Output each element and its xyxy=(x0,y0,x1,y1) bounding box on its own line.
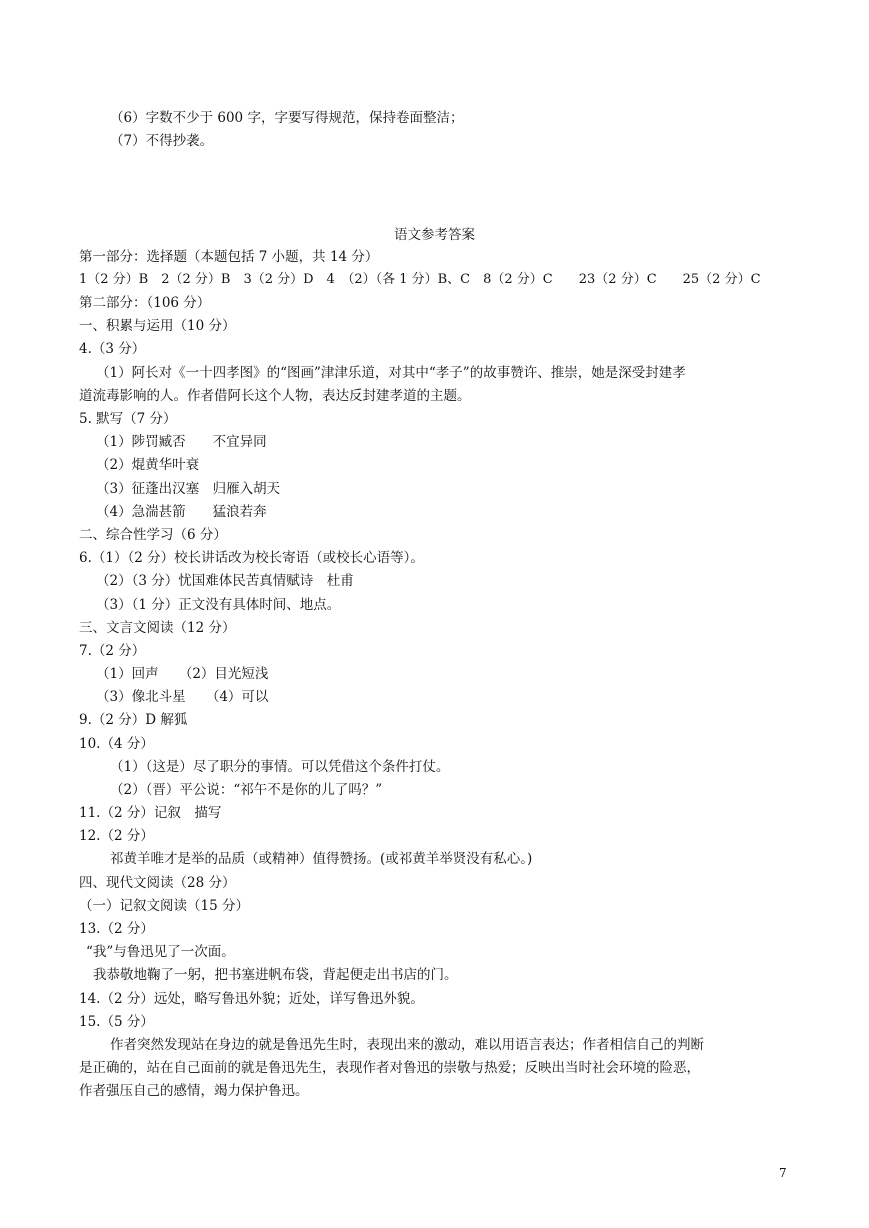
page-number: 7 xyxy=(779,1166,787,1180)
q4-answer-line1: （1）阿长对《一十四孝图》的“图画”津津乐道，对其中“孝子”的故事赞许、推崇，她是深受封建孝 xyxy=(96,365,686,381)
q5-answer-3: （3）征蓬出汉塞 归雁入胡天 xyxy=(96,481,281,497)
q9-answer: 9.（2 分）D 解狐 xyxy=(79,712,188,728)
q5-heading: 5. 默写（7 分） xyxy=(79,411,177,427)
q15-answer-line2: 是正确的，站在自己面前的就是鲁迅先生，表现作者对鲁迅的崇敬与热爱；反映出当时社会环境的险恶， xyxy=(79,1060,700,1076)
part1-answers: 1（2 分）B 2（2 分）B 3（2 分）D 4 （2）（各 1 分）B、C 8（2 分）C 23（2 分）C 25（2 分）C xyxy=(79,272,761,287)
q10-heading: 10.（4 分） xyxy=(79,736,154,752)
q12-heading: 12.（2 分） xyxy=(79,828,154,844)
q5-answer-1: （1）陟罚臧否 不宜异同 xyxy=(96,434,267,450)
q7-answer-1: （1）回声 （2）目光短浅 xyxy=(96,666,269,682)
section2-heading: 二、综合性学习（6 分） xyxy=(79,527,227,543)
q6-answer-3: （3）（1 分）正文没有具体时间、地点。 xyxy=(96,597,341,613)
q14-answer: 14.（2 分）远处，略写鲁迅外貌；近处，详写鲁迅外貌。 xyxy=(79,991,424,1007)
q12-answer: 祁黄羊唯才是举的品质（或精神）值得赞扬。(或祁黄羊举贤没有私心。) xyxy=(110,851,533,867)
q7-heading: 7.（2 分） xyxy=(79,643,146,659)
q15-answer-line3: 作者强压自己的感情，竭力保护鲁迅。 xyxy=(79,1083,309,1099)
section4-heading: 四、现代文阅读（28 分） xyxy=(79,875,236,891)
q4-heading: 4.（3 分） xyxy=(79,341,146,357)
q13-heading: 13.（2 分） xyxy=(79,921,154,937)
q5-answer-2: （2）焜黄华叶衰 xyxy=(96,457,200,473)
q13-answer-2: 我恭敬地鞠了一躬，把书塞进帆布袋，背起便走出书店的门。 xyxy=(93,967,458,983)
requirement-7: （7）不得抄袭。 xyxy=(110,133,214,149)
q15-answer-line1: 作者突然发现站在身边的就是鲁迅先生时，表现出来的激动，难以用语言表达；作者相信自己的判断 xyxy=(110,1037,704,1053)
q5-answer-4: （4）急湍甚箭 猛浪若奔 xyxy=(96,504,267,520)
part1-heading: 第一部分：选择题（本题包括 7 小题，共 14 分） xyxy=(79,249,379,265)
section1-heading: 一、积累与运用（10 分） xyxy=(79,318,236,334)
section3-heading: 三、文言文阅读（12 分） xyxy=(79,620,236,636)
page-title: 语文参考答案 xyxy=(394,227,475,243)
part2-heading: 第二部分：（106 分） xyxy=(79,295,211,311)
q7-answer-2: （3）像北斗星 （4）可以 xyxy=(96,689,269,705)
q13-answer-1: “我”与鲁迅见了一次面。 xyxy=(86,944,235,960)
q11-answer: 11.（2 分）记叙 描写 xyxy=(79,805,222,821)
q10-answer-1: （1）（这是）尽了职分的事情。可以凭借这个条件打仗。 xyxy=(110,759,450,775)
q10-answer-2: （2）（晋）平公说：“祁午不是你的儿了吗？” xyxy=(110,782,383,798)
q6-answer-1: 6.（1）（2 分）校长讲话改为校长寄语（或校长心语等）。 xyxy=(79,550,424,566)
q6-answer-2: （2）（3 分）忧国难体民苦真情赋诗 杜甫 xyxy=(96,573,354,589)
requirement-6: （6）字数不少于 600 字，字要写得规范，保持卷面整洁； xyxy=(110,110,464,126)
q4-answer-line2: 道流毒影响的人。作者借阿长这个人物，表达反封建孝道的主题。 xyxy=(79,388,471,404)
q15-heading: 15.（5 分） xyxy=(79,1014,154,1030)
section4-sub-heading: （一）记叙文阅读（15 分） xyxy=(79,898,249,914)
